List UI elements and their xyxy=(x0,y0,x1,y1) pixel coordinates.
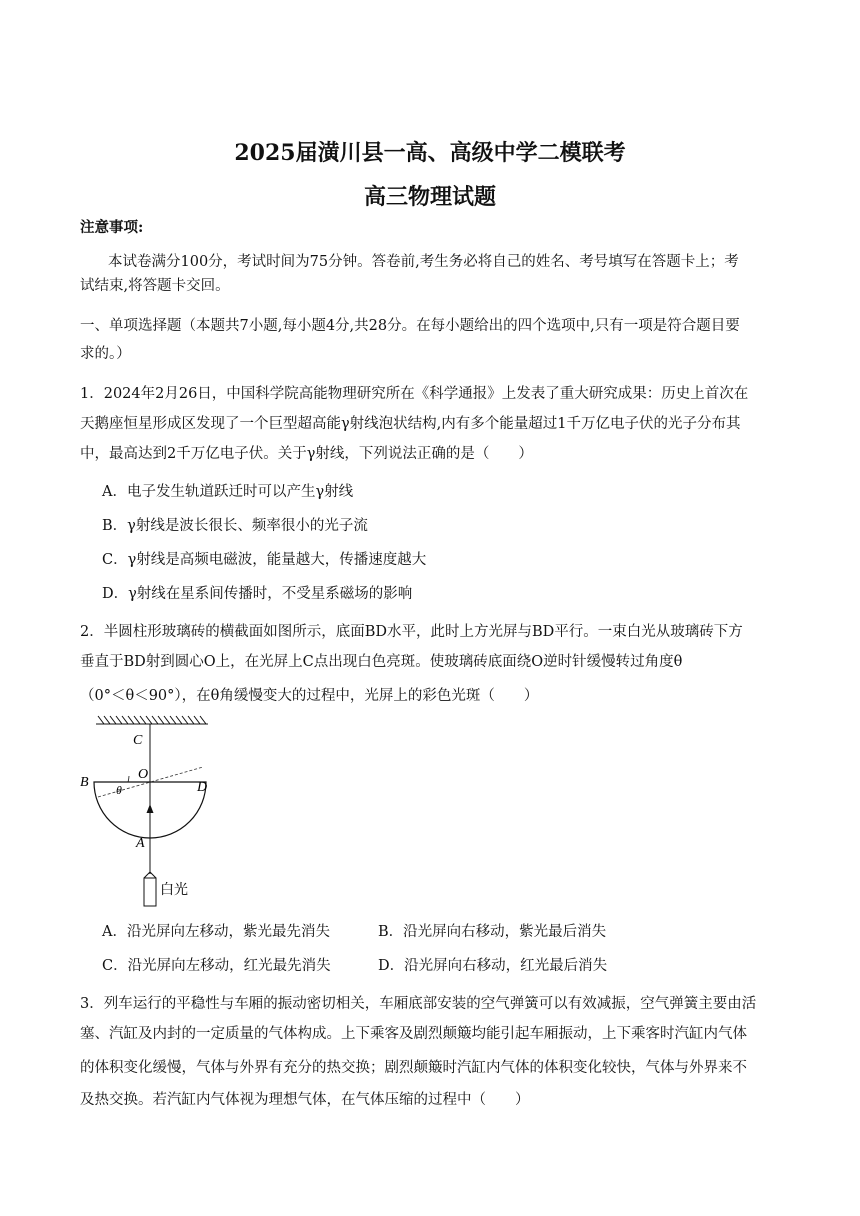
q3-line-1: 3．列车运行的平稳性与车厢的振动密切相关，车厢底部安装的空气弹簧可以有效减振，空气弹簧主要由活 xyxy=(80,996,757,1012)
exam-title: 2025届潢川县一高、高级中学二模联考 xyxy=(234,140,626,166)
light-screen xyxy=(96,716,208,724)
q2-option-c: C．沿光屏向左移动，红光最先消失 xyxy=(102,958,331,974)
q1-line-3: 中，最高达到2千万亿电子伏。关于γ射线，下列说法正确的是（ ） xyxy=(80,446,533,462)
notice-line-1: 本试卷满分100分，考试时间为75分钟。答卷前,考生务必将自己的姓名、考号填写在答题卡上；考 xyxy=(108,254,739,270)
q1-line-2: 天鹅座恒星形成区发现了一个巨型超高能γ射线泡状结构,内有多个能量超过1千万亿电子伏的光子分布其 xyxy=(80,416,741,432)
exam-subtitle: 高三物理试题 xyxy=(363,184,496,210)
q1-option-a: A．电子发生轨道跃迁时可以产生γ射线 xyxy=(102,484,354,500)
label-theta: θ xyxy=(116,783,122,797)
label-white-light: 白光 xyxy=(160,882,188,898)
label-d: D xyxy=(197,780,208,795)
q2-option-d: D．沿光屏向右移动，红光最后消失 xyxy=(378,958,608,974)
q1-option-d: D．γ射线在星系间传播时，不受星系磁场的影响 xyxy=(102,586,413,602)
label-o: O xyxy=(138,767,149,782)
q2-line-3: （0°＜θ＜90°），在θ角缓慢变大的过程中，光屏上的彩色光斑（ ） xyxy=(80,688,539,704)
q3-line-3: 的体积变化缓慢，气体与外界有充分的热交换；剧烈颠簸时汽缸内气体的体积变化较快，气体与外界来不 xyxy=(80,1060,747,1076)
q2-line-1: 2．半圆柱形玻璃砖的横截面如图所示，底面BD水平，此时上方光屏与BD平行。一束白光从玻璃砖下方 xyxy=(80,624,743,640)
q1-line-1: 1．2024年2月26日，中国科学院高能物理研究所在《科学通报》上发表了重大研究成果：历史上首次在 xyxy=(80,386,749,402)
q3-line-2: 塞、汽缸及内封的一定质量的气体构成。上下乘客及剧烈颠簸均能引起车厢振动，上下乘客时汽缸内气体 xyxy=(80,1026,747,1042)
glass-prism-figure xyxy=(78,714,228,908)
section1-line-1: 一、单项选择题（本题共7小题,每小题4分,共28分。在每小题给出的四个选项中,只有一项是符合题目要 xyxy=(80,318,740,334)
light-source xyxy=(144,878,156,906)
section1-line-2: 求的。） xyxy=(80,346,131,362)
notice-line-2: 试结束,将答题卡交回。 xyxy=(80,278,230,294)
q2-option-b: B．沿光屏向右移动，紫光最后消失 xyxy=(378,924,607,940)
label-c: C xyxy=(133,733,143,748)
label-b: B xyxy=(80,775,89,790)
q1-option-c: C．γ射线是高频电磁波，能量越大，传播速度越大 xyxy=(102,552,427,568)
q3-line-4: 及热交换。若汽缸内气体视为理想气体，在气体压缩的过程中（ ） xyxy=(80,1092,530,1108)
q1-option-b: B．γ射线是波长很长、频率很小的光子流 xyxy=(102,518,368,534)
notice-heading: 注意事项: xyxy=(80,219,144,236)
label-a: A xyxy=(136,836,145,851)
q2-option-a: A．沿光屏向左移动，紫光最先消失 xyxy=(102,924,330,940)
arrow-up-icon xyxy=(147,804,154,813)
q2-line-2: 垂直于BD射到圆心O上，在光屏上C点出现白色亮斑。使玻璃砖底面绕O逆时针缓慢转过角度θ xyxy=(80,654,683,670)
